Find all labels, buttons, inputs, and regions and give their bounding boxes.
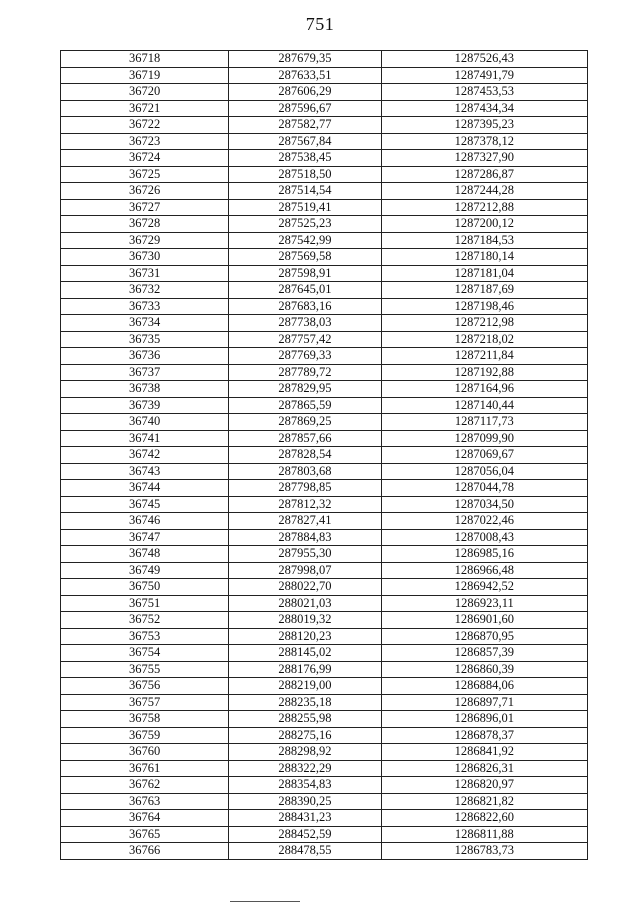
point-number-cell: 36742	[61, 447, 229, 464]
x-coordinate-cell: 287998,07	[229, 562, 381, 579]
point-number-cell: 36744	[61, 480, 229, 497]
x-coordinate-cell: 287596,67	[229, 100, 381, 117]
x-coordinate-cell: 287606,29	[229, 84, 381, 101]
x-coordinate-cell: 288322,29	[229, 760, 381, 777]
table-row	[61, 777, 588, 794]
x-coordinate-cell: 288275,16	[229, 727, 381, 744]
table-row	[61, 826, 588, 843]
y-coordinate-cell: 1286901,60	[381, 612, 587, 629]
point-number-cell: 36726	[61, 183, 229, 200]
y-coordinate-cell: 1287212,88	[381, 199, 587, 216]
x-coordinate-cell: 287812,32	[229, 496, 381, 513]
point-number-cell: 36736	[61, 348, 229, 365]
y-coordinate-cell: 1286896,01	[381, 711, 587, 728]
point-number-cell: 36718	[61, 51, 229, 68]
point-number-cell: 36755	[61, 661, 229, 678]
point-number-cell: 36743	[61, 463, 229, 480]
point-number-cell: 36727	[61, 199, 229, 216]
x-coordinate-cell: 288176,99	[229, 661, 381, 678]
y-coordinate-cell: 1287180,14	[381, 249, 587, 266]
point-number-cell: 36724	[61, 150, 229, 167]
point-number-cell: 36729	[61, 232, 229, 249]
y-coordinate-cell: 1286985,16	[381, 546, 587, 563]
y-coordinate-cell: 1286897,71	[381, 694, 587, 711]
table-row	[61, 480, 588, 497]
table-row	[61, 562, 588, 579]
y-coordinate-cell: 1286783,73	[381, 843, 587, 860]
x-coordinate-cell: 287633,51	[229, 67, 381, 84]
table-row	[61, 67, 588, 84]
coordinates-table-body	[61, 51, 588, 860]
y-coordinate-cell: 1287069,67	[381, 447, 587, 464]
y-coordinate-cell: 1287212,98	[381, 315, 587, 332]
y-coordinate-cell: 1286820,97	[381, 777, 587, 794]
coordinates-table	[60, 50, 588, 860]
point-number-cell: 36747	[61, 529, 229, 546]
y-coordinate-cell: 1286860,39	[381, 661, 587, 678]
x-coordinate-cell: 287884,83	[229, 529, 381, 546]
table-row	[61, 645, 588, 662]
page-number: 751	[305, 14, 335, 34]
point-number-cell: 36730	[61, 249, 229, 266]
x-coordinate-cell: 287738,03	[229, 315, 381, 332]
point-number-cell: 36725	[61, 166, 229, 183]
x-coordinate-cell: 287525,23	[229, 216, 381, 233]
x-coordinate-cell: 288022,70	[229, 579, 381, 596]
y-coordinate-cell: 1287434,34	[381, 100, 587, 117]
x-coordinate-cell: 288354,83	[229, 777, 381, 794]
table-row	[61, 51, 588, 68]
point-number-cell: 36728	[61, 216, 229, 233]
point-number-cell: 36721	[61, 100, 229, 117]
x-coordinate-cell: 287955,30	[229, 546, 381, 563]
point-number-cell: 36762	[61, 777, 229, 794]
x-coordinate-cell: 287514,54	[229, 183, 381, 200]
x-coordinate-cell: 287519,41	[229, 199, 381, 216]
y-coordinate-cell: 1287187,69	[381, 282, 587, 299]
scan-artifact-line	[230, 901, 300, 902]
point-number-cell: 36733	[61, 298, 229, 315]
y-coordinate-cell: 1287526,43	[381, 51, 587, 68]
table-row	[61, 447, 588, 464]
table-row	[61, 810, 588, 827]
y-coordinate-cell: 1287211,84	[381, 348, 587, 365]
y-coordinate-cell: 1287181,04	[381, 265, 587, 282]
table-row	[61, 183, 588, 200]
x-coordinate-cell: 287683,16	[229, 298, 381, 315]
table-row	[61, 430, 588, 447]
point-number-cell: 36764	[61, 810, 229, 827]
x-coordinate-cell: 287803,68	[229, 463, 381, 480]
y-coordinate-cell: 1287378,12	[381, 133, 587, 150]
point-number-cell: 36719	[61, 67, 229, 84]
x-coordinate-cell: 287827,41	[229, 513, 381, 530]
y-coordinate-cell: 1287008,43	[381, 529, 587, 546]
x-coordinate-cell: 288390,25	[229, 793, 381, 810]
y-coordinate-cell: 1287218,02	[381, 331, 587, 348]
table-row	[61, 628, 588, 645]
x-coordinate-cell: 287598,91	[229, 265, 381, 282]
x-coordinate-cell: 288219,00	[229, 678, 381, 695]
table-row	[61, 463, 588, 480]
y-coordinate-cell: 1287056,04	[381, 463, 587, 480]
table-row	[61, 348, 588, 365]
table-row	[61, 694, 588, 711]
table-row	[61, 232, 588, 249]
y-coordinate-cell: 1286923,11	[381, 595, 587, 612]
table-row	[61, 84, 588, 101]
y-coordinate-cell: 1286821,82	[381, 793, 587, 810]
table-row	[61, 265, 588, 282]
table-row	[61, 529, 588, 546]
table-row	[61, 711, 588, 728]
table-row	[61, 216, 588, 233]
y-coordinate-cell: 1287192,88	[381, 364, 587, 381]
x-coordinate-cell: 287582,77	[229, 117, 381, 134]
x-coordinate-cell: 287857,66	[229, 430, 381, 447]
point-number-cell: 36745	[61, 496, 229, 513]
y-coordinate-cell: 1286942,52	[381, 579, 587, 596]
table-row	[61, 315, 588, 332]
table-row	[61, 364, 588, 381]
table-row	[61, 397, 588, 414]
y-coordinate-cell: 1286857,39	[381, 645, 587, 662]
y-coordinate-cell: 1287453,53	[381, 84, 587, 101]
x-coordinate-cell: 287865,59	[229, 397, 381, 414]
table-row	[61, 282, 588, 299]
x-coordinate-cell: 288021,03	[229, 595, 381, 612]
point-number-cell: 36753	[61, 628, 229, 645]
table-row	[61, 595, 588, 612]
table-row	[61, 331, 588, 348]
table-row	[61, 727, 588, 744]
x-coordinate-cell: 287569,58	[229, 249, 381, 266]
y-coordinate-cell: 1287198,46	[381, 298, 587, 315]
x-coordinate-cell: 288255,98	[229, 711, 381, 728]
y-coordinate-cell: 1287022,46	[381, 513, 587, 530]
point-number-cell: 36737	[61, 364, 229, 381]
point-number-cell: 36766	[61, 843, 229, 860]
y-coordinate-cell: 1287099,90	[381, 430, 587, 447]
point-number-cell: 36731	[61, 265, 229, 282]
point-number-cell: 36761	[61, 760, 229, 777]
x-coordinate-cell: 287829,95	[229, 381, 381, 398]
table-row	[61, 678, 588, 695]
table-row	[61, 298, 588, 315]
table-row	[61, 249, 588, 266]
x-coordinate-cell: 288431,23	[229, 810, 381, 827]
x-coordinate-cell: 288145,02	[229, 645, 381, 662]
point-number-cell: 36754	[61, 645, 229, 662]
y-coordinate-cell: 1287034,50	[381, 496, 587, 513]
point-number-cell: 36720	[61, 84, 229, 101]
x-coordinate-cell: 287869,25	[229, 414, 381, 431]
x-coordinate-cell: 288120,23	[229, 628, 381, 645]
x-coordinate-cell: 288298,92	[229, 744, 381, 761]
point-number-cell: 36760	[61, 744, 229, 761]
point-number-cell: 36723	[61, 133, 229, 150]
y-coordinate-cell: 1287244,28	[381, 183, 587, 200]
table-row	[61, 381, 588, 398]
y-coordinate-cell: 1286870,95	[381, 628, 587, 645]
x-coordinate-cell: 287828,54	[229, 447, 381, 464]
table-row	[61, 513, 588, 530]
x-coordinate-cell: 287679,35	[229, 51, 381, 68]
point-number-cell: 36732	[61, 282, 229, 299]
point-number-cell: 36749	[61, 562, 229, 579]
point-number-cell: 36752	[61, 612, 229, 629]
y-coordinate-cell: 1287395,23	[381, 117, 587, 134]
point-number-cell: 36722	[61, 117, 229, 134]
y-coordinate-cell: 1286826,31	[381, 760, 587, 777]
y-coordinate-cell: 1287164,96	[381, 381, 587, 398]
table-row	[61, 579, 588, 596]
table-row	[61, 100, 588, 117]
table-row	[61, 843, 588, 860]
table-row	[61, 117, 588, 134]
y-coordinate-cell: 1286884,06	[381, 678, 587, 695]
y-coordinate-cell: 1286878,37	[381, 727, 587, 744]
table-row	[61, 760, 588, 777]
table-row	[61, 496, 588, 513]
point-number-cell: 36750	[61, 579, 229, 596]
point-number-cell: 36735	[61, 331, 229, 348]
y-coordinate-cell: 1287491,79	[381, 67, 587, 84]
y-coordinate-cell: 1287140,44	[381, 397, 587, 414]
point-number-cell: 36741	[61, 430, 229, 447]
y-coordinate-cell: 1287044,78	[381, 480, 587, 497]
x-coordinate-cell: 287538,45	[229, 150, 381, 167]
point-number-cell: 36734	[61, 315, 229, 332]
x-coordinate-cell: 287542,99	[229, 232, 381, 249]
y-coordinate-cell: 1287184,53	[381, 232, 587, 249]
point-number-cell: 36763	[61, 793, 229, 810]
x-coordinate-cell: 287769,33	[229, 348, 381, 365]
x-coordinate-cell: 288235,18	[229, 694, 381, 711]
x-coordinate-cell: 287645,01	[229, 282, 381, 299]
y-coordinate-cell: 1287327,90	[381, 150, 587, 167]
point-number-cell: 36739	[61, 397, 229, 414]
x-coordinate-cell: 288452,59	[229, 826, 381, 843]
table-row	[61, 546, 588, 563]
point-number-cell: 36746	[61, 513, 229, 530]
x-coordinate-cell: 287567,84	[229, 133, 381, 150]
point-number-cell: 36738	[61, 381, 229, 398]
y-coordinate-cell: 1286822,60	[381, 810, 587, 827]
x-coordinate-cell: 288019,32	[229, 612, 381, 629]
x-coordinate-cell: 287518,50	[229, 166, 381, 183]
x-coordinate-cell: 287757,42	[229, 331, 381, 348]
y-coordinate-cell: 1286841,92	[381, 744, 587, 761]
table-row	[61, 414, 588, 431]
x-coordinate-cell: 287789,72	[229, 364, 381, 381]
table-row	[61, 661, 588, 678]
point-number-cell: 36757	[61, 694, 229, 711]
table-row	[61, 133, 588, 150]
x-coordinate-cell: 287798,85	[229, 480, 381, 497]
table-row	[61, 166, 588, 183]
y-coordinate-cell: 1286811,88	[381, 826, 587, 843]
table-row	[61, 744, 588, 761]
y-coordinate-cell: 1287200,12	[381, 216, 587, 233]
x-coordinate-cell: 288478,55	[229, 843, 381, 860]
point-number-cell: 36740	[61, 414, 229, 431]
point-number-cell: 36759	[61, 727, 229, 744]
table-row	[61, 199, 588, 216]
y-coordinate-cell: 1287117,73	[381, 414, 587, 431]
point-number-cell: 36756	[61, 678, 229, 695]
y-coordinate-cell: 1286966,48	[381, 562, 587, 579]
point-number-cell: 36758	[61, 711, 229, 728]
table-row	[61, 612, 588, 629]
y-coordinate-cell: 1287286,87	[381, 166, 587, 183]
point-number-cell: 36748	[61, 546, 229, 563]
point-number-cell: 36765	[61, 826, 229, 843]
table-row	[61, 793, 588, 810]
table-row	[61, 150, 588, 167]
point-number-cell: 36751	[61, 595, 229, 612]
